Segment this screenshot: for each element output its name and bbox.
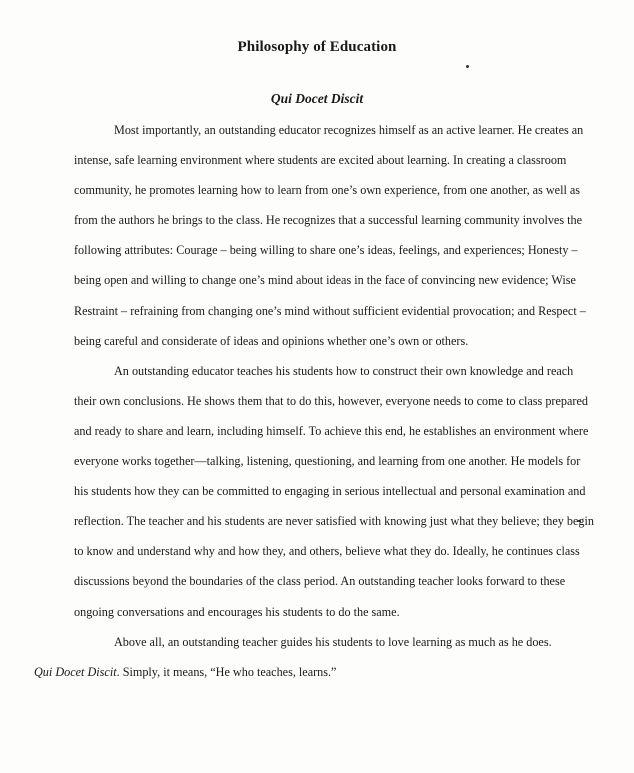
paragraph-3-tail: . Simply, it means, “He who teaches, learns.” <box>116 664 337 679</box>
motto-text: Qui Docet Discit <box>34 664 117 679</box>
document-title: Philosophy of Education <box>237 39 397 55</box>
document-subtitle: Qui Docet Discit <box>270 91 364 106</box>
scan-speck <box>466 65 469 68</box>
document-body <box>34 115 594 687</box>
paragraph-2: An outstanding educator teaches his students how to construct their own knowledge and reach their own conclusions. He shows them that to do this, however, everyone needs to come to class prepared and ready to share and learn, including himself. To achieve this end, he establishes an environment where everyone works together—talking, listening, questioning, and learning from one another. He models for his students how they can be committed to engaging in serious intellectual and personal examination and reflection. The teacher and his students are never satisfied with knowing just what they believe; they begin to know and understand why and how they, and others, believe what they do. Ideally, he continues class discussions beyond the boundaries of the class period. An outstanding teacher looks forward to these ongoing conversations and encourages his students to do the same. <box>74 363 594 619</box>
paragraph-1: Most importantly, an outstanding educator recognizes himself as an active learner. He creates an intense, safe learning environment where students are excited about learning. In creating a classroom community, he promotes learning how to learn from one’s own experience, from one another, as well as from the authors he brings to the class. He recognizes that a successful learning community involves the following attributes: Courage – being willing to share one’s ideas, feelings, and experiences; Honesty – being open and willing to change one’s mind about ideas in the face of convincing new evidence; Wise Restraint – refraining from changing one’s mind without sufficient evidential provocation; and Respect – being careful and considerate of ideas and opinions whether one’s own or others. <box>74 123 586 348</box>
paragraph-3-lead: Above all, an outstanding teacher guides his students to love learning as much as he does. <box>114 634 552 649</box>
paragraph-3 <box>34 627 594 687</box>
